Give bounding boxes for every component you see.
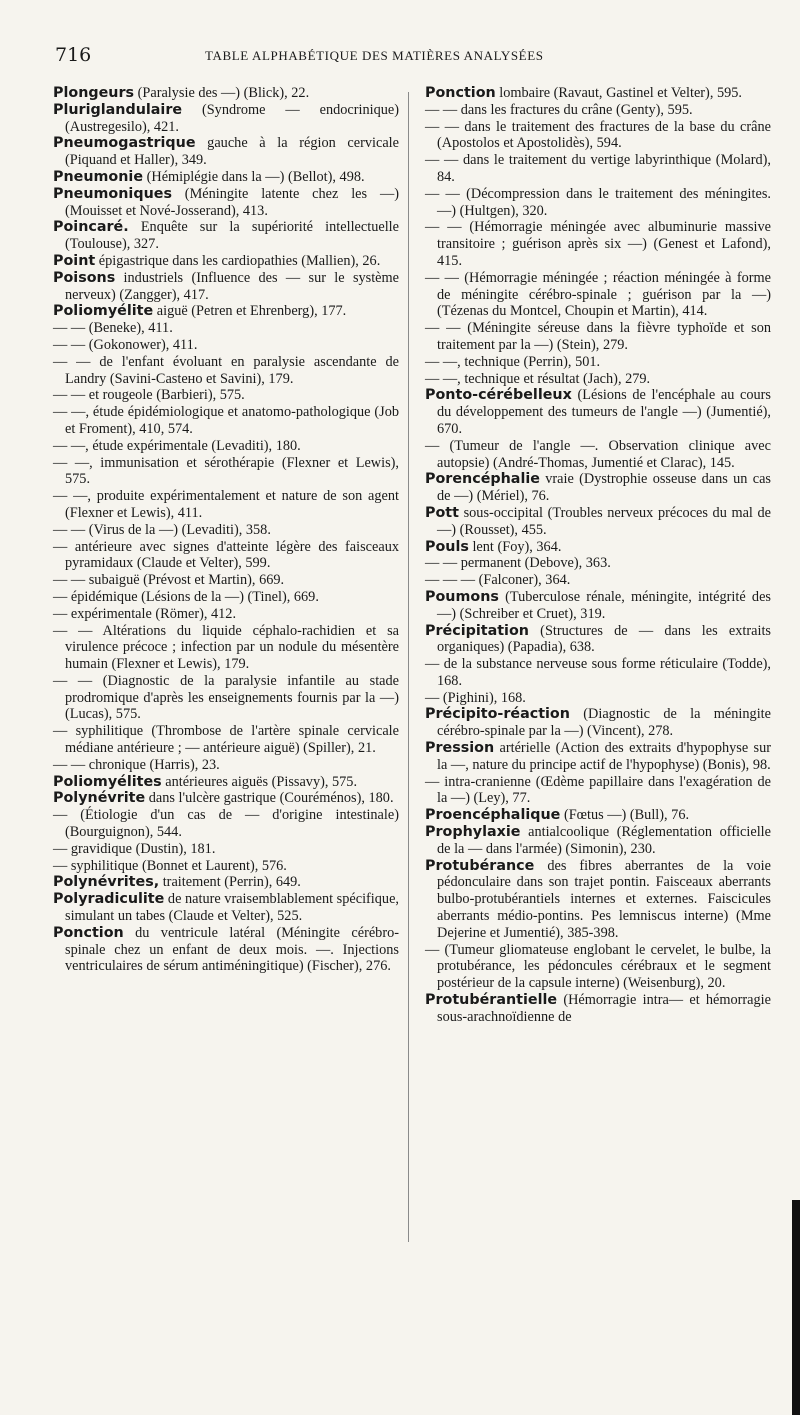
index-entry <box>425 371 771 388</box>
index-entry <box>425 942 771 992</box>
index-entry-text: industriels (Influence des — sur le système nerveux) (Zangger), 417. <box>65 269 399 303</box>
index-headword: Plongeurs <box>53 85 135 101</box>
index-headword: Pneumogastrique <box>53 135 196 152</box>
index-entry-text: dans l'ulcère gastrique (Couréménos), 180. <box>145 790 394 807</box>
index-entry <box>53 774 399 791</box>
index-entry <box>53 572 399 589</box>
index-entry <box>53 219 399 253</box>
index-entry-text: vraie (Dystrophie osseuse dans un cas de —) (Mériel), 76. <box>437 471 771 505</box>
index-headword: Précipitation <box>425 622 529 639</box>
index-headword: Poisons <box>53 269 116 286</box>
index-headword: Poliomyélite <box>53 303 154 320</box>
index-headword: Protubérantielle <box>425 992 558 1009</box>
index-entry-text: des fibres aberrantes de la voie pédonculaire dans son trajet pontin. Faisceaux aberrants bulbo-protubérantiels internes et externes. Faiscicules aberrants médio-pontins. Pes lemniscus interne) (Mme Dejerine et Jumentié), 385-398. <box>437 857 771 941</box>
index-entry <box>53 387 399 404</box>
index-entry <box>53 354 399 388</box>
index-entry <box>53 270 399 304</box>
index-entry-text: — — Altérations du liquide céphalo-rachidien et sa virulence précoce ; infection par un nodule du mésentère humain (Flexner et Lewis), 179. <box>53 622 399 673</box>
index-entry <box>53 337 399 354</box>
index-entry-text: — — (Méningite séreuse dans la fièvre typhoïde et son traitement par la —) (Stein), 279. <box>425 320 771 353</box>
index-entry-text: — expérimentale (Römer), 412. <box>53 605 237 622</box>
index-entry <box>53 404 399 438</box>
index-entry-text: — —, produite expérimentalement et nature de son agent (Flexner et Lewis), 411. <box>53 488 399 521</box>
index-entry-text: — — subaiguë (Prévost et Martin), 669. <box>53 572 285 589</box>
page-number: 716 <box>55 44 92 66</box>
index-headword: Poincaré. <box>53 219 129 236</box>
index-entry-text: — — dans le traitement des fractures de la base du crâne (Apostolos et Apostolidès), 594. <box>425 118 771 152</box>
index-entry <box>425 102 771 119</box>
index-entry <box>53 303 399 320</box>
index-headword: Ponction <box>53 924 124 941</box>
index-headword: Précipito-réaction <box>425 706 570 723</box>
index-entry-text: — antérieure avec signes d'atteinte légère des faisceaux pyramidaux (Claude et Velter), 599. <box>53 538 399 572</box>
index-entry-text: du ventricule latéral (Méningite cérébro-spinale chez un enfant de deux mois. —. Injections ventriculaires de sérum antiméningitique) (Fischer), 276. <box>65 924 399 975</box>
index-entry-text: — — (Hémorragie méningée ; réaction méningée à forme de méningite cérébro-spinale ; guérison par la —) (Tézenas du Montcel, Choupin et Martin), 414. <box>425 269 771 320</box>
index-entry-text: — (Étiologie d'un cas de — d'origine intestinale) (Bourguignon), 544. <box>53 807 399 841</box>
index-entry <box>425 320 771 354</box>
index-entry-text: — syphilitique (Thrombose de l'artère spinale cervicale médiane antérieure ; — antérieure aiguë) (Spiller), 21. <box>53 723 399 757</box>
index-entry-text: — — chronique (Harris), 23. <box>53 756 220 773</box>
index-entry <box>53 522 399 539</box>
index-entry-text: Enquête sur la supériorité intellectuelle (Toulouse), 327. <box>65 219 399 253</box>
index-entry <box>425 740 771 774</box>
index-headword: Pneumoniques <box>53 185 172 202</box>
index-entry-text: — — (Virus de la —) (Levaditi), 358. <box>53 521 271 538</box>
right-column <box>425 85 771 1026</box>
index-entry-text: antialcoolique (Réglementation officielle de la — dans l'armée) (Simonin), 230. <box>437 824 771 857</box>
index-headword: Pression <box>425 740 495 757</box>
index-entry-text: — — dans le traitement du vertige labyrinthique (Molard), 84. <box>425 152 771 185</box>
index-entry-text: — — (Hémorragie méningée avec albuminurie massive transitoire ; guérison après six —) (Genest et Lafond), 415. <box>425 219 771 269</box>
index-headword: Protubérance <box>425 857 535 874</box>
index-entry <box>53 757 399 774</box>
index-entry-text: (Lésions de l'encéphale au cours du développement des tumeurs de l'angle —) (Jumentié), 670. <box>437 387 771 437</box>
index-entry-text: — (Pighini), 168. <box>425 689 526 706</box>
index-entry <box>425 807 771 824</box>
index-entry <box>425 219 771 269</box>
index-entry <box>425 471 771 505</box>
index-entry <box>53 169 399 186</box>
index-entry <box>53 186 399 220</box>
index-headword: Point <box>53 252 96 269</box>
index-entry <box>425 706 771 740</box>
index-entry-text: sous-occipital (Troubles nerveux précoces du mal de —) (Rousset), 455. <box>437 504 771 538</box>
index-entry-text: — — (Beneke), 411. <box>53 320 173 337</box>
index-entry <box>425 152 771 186</box>
index-entry-text: épigastrique dans les cardiopathies (Mallien), 26. <box>95 252 381 269</box>
index-entry <box>53 539 399 573</box>
index-entry-text: — gravidique (Dustin), 181. <box>53 840 216 857</box>
index-entry-text: — —, immunisation et sérothérapie (Flexner et Lewis), 575. <box>53 454 399 488</box>
index-entry-text: (Hémorragie intra— et hémorragie sous-arachnoïdienne de <box>437 992 771 1025</box>
index-headword: Proencéphalique <box>425 807 561 824</box>
index-headword: Polyradiculite <box>53 891 165 908</box>
left-column <box>53 85 399 975</box>
index-entry-text: (Paralysie des —) (Blick), 22. <box>134 85 310 101</box>
running-head: TABLE ALPHABÉTIQUE DES MATIÈRES ANALYSÉES <box>205 48 544 63</box>
index-entry-text: — — dans les fractures du crâne (Genty), 595. <box>425 101 693 118</box>
index-entry-text: (Méningite latente chez les —) (Mouisset et Nové-Josserand), 413. <box>65 185 399 219</box>
index-headword: Ponction <box>425 85 496 101</box>
index-entry <box>53 623 399 673</box>
index-entry-text: (Tuberculose rénale, méningite, intégrité des —) (Schreiber et Cruet), 319. <box>437 588 771 622</box>
index-entry <box>425 858 771 942</box>
index-entry-text: lombaire (Ravaut, Gastinel et Velter), 595. <box>495 85 742 101</box>
index-entry <box>53 488 399 522</box>
index-entry-text: artérielle (Action des extraits d'hypophyse sur la —, nature du principe actif de l'hypophyse) (Bonis), 98. <box>437 740 771 773</box>
index-entry <box>425 572 771 589</box>
page-header <box>55 44 775 70</box>
index-entry-text: gauche à la région cervicale (Piquand et Haller), 349. <box>65 135 399 169</box>
index-entry-text: — — permanent (Debove), 363. <box>425 555 611 572</box>
index-entry <box>53 874 399 891</box>
index-entry <box>425 992 771 1026</box>
index-entry <box>53 723 399 757</box>
index-entry <box>53 253 399 270</box>
index-entry-text: — —, technique (Perrin), 501. <box>425 353 601 370</box>
index-entry-text: (Fœtus —) (Bull), 76. <box>560 807 690 824</box>
index-entry <box>53 438 399 455</box>
index-entry-text: — —, étude épidémiologique et anatomo-pathologique (Job et Froment), 410, 574. <box>53 404 399 437</box>
index-headword: Ponto-cérébelleux <box>425 387 572 404</box>
index-entry <box>53 102 399 136</box>
page-edge-mark <box>792 1200 800 1415</box>
index-entry-text: — — de l'enfant évoluant en paralysie ascendante de Landry (Savini-Castено et Savini), 179. <box>53 353 399 387</box>
index-entry <box>53 320 399 337</box>
index-entry-text: (Hémiplégie dans la —) (Bellot), 498. <box>143 168 365 185</box>
index-entry-text: — de la substance nerveuse sous forme réticulaire (Todde), 168. <box>425 656 771 689</box>
index-headword: Poumons <box>425 588 499 605</box>
index-entry-text: (Diagnostic de la méningite cérébro-spinale par la —) (Vincent), 278. <box>437 706 771 740</box>
index-headword: Pouls <box>425 538 469 555</box>
index-entry <box>425 119 771 153</box>
index-entry-text: lent (Foy), 364. <box>468 538 562 555</box>
index-entry-text: de nature vraisemblablement spécifique, simulant un tabes (Claude et Velter), 525. <box>65 891 399 925</box>
index-entry-text: (Syndrome — endocrinique) (Austregesilo), 421. <box>65 101 399 135</box>
index-entry <box>425 387 771 437</box>
index-entry-text: aiguë (Petren et Ehrenberg), 177. <box>153 303 347 320</box>
index-entry <box>53 841 399 858</box>
index-entry-text: — syphilitique (Bonnet et Laurent), 576. <box>53 857 287 874</box>
index-entry <box>53 807 399 841</box>
index-entry <box>53 135 399 169</box>
index-entry-text: — — et rougeole (Barbieri), 575. <box>53 387 245 404</box>
index-headword: Pneumonie <box>53 168 144 185</box>
index-entry <box>53 925 399 975</box>
index-entry <box>53 673 399 723</box>
index-entry-text: — (Tumeur de l'angle —. Observation clinique avec autopsie) (André-Thomas, Jumentié et Clarac), 145. <box>425 437 771 471</box>
index-entry-text: — intra-cranienne (Œdème papillaire dans l'exagération de la —) (Ley), 77. <box>425 773 771 807</box>
index-entry <box>425 589 771 623</box>
index-entry <box>425 354 771 371</box>
index-headword: Poliomyélites <box>53 773 162 790</box>
index-headword: Porencéphalie <box>425 471 540 488</box>
index-entry <box>53 858 399 875</box>
index-entry <box>53 790 399 807</box>
index-entry-text: antérieures aiguës (Pissavy), 575. <box>161 773 358 790</box>
index-entry-text: traitement (Perrin), 649. <box>159 874 301 891</box>
index-entry-text: — — (Décompression dans le traitement des méningites. —) (Hultgen), 320. <box>425 185 771 219</box>
index-entry <box>425 438 771 472</box>
index-entry-text: — (Tumeur gliomateuse englobant le cervelet, le bulbe, la protubérance, les pédoncules cérébraux et le segment postérieur de la capsule interne) (Weisenburg), 20. <box>425 941 771 992</box>
index-headword: Polynévrites, <box>53 874 160 891</box>
index-entry-text: — épidémique (Lésions de la —) (Tinel), 669. <box>53 588 319 605</box>
index-entry <box>53 455 399 489</box>
index-entry-text: — —, étude expérimentale (Levaditi), 180. <box>53 437 301 454</box>
index-entry <box>425 186 771 220</box>
index-entry <box>425 824 771 858</box>
index-entry-text: — — (Gokonower), 411. <box>53 336 198 353</box>
index-entry <box>425 656 771 690</box>
index-headword: Pott <box>425 504 459 521</box>
index-entry <box>425 270 771 320</box>
index-headword: Pluriglandulaire <box>53 101 183 118</box>
index-entry <box>425 539 771 556</box>
index-headword: Polynévrite <box>53 790 146 807</box>
index-entry-text: — — (Diagnostic de la paralysie infantile au stade prodromique d'après les enseignements fournis par la —) (Lucas), 575. <box>53 672 399 723</box>
index-entry-text: — — — (Falconer), 364. <box>425 572 571 589</box>
index-entry <box>425 774 771 808</box>
index-entry <box>425 505 771 539</box>
index-entry-text: (Structures de — dans les extraits organiques) (Papadia), 638. <box>437 622 771 656</box>
index-entry <box>425 85 771 102</box>
index-entry <box>425 623 771 657</box>
index-entry <box>53 589 399 606</box>
index-entry <box>53 85 399 102</box>
index-headword: Prophylaxie <box>425 824 521 841</box>
index-entry <box>53 891 399 925</box>
column-divider <box>408 92 409 1242</box>
index-entry-text: — —, technique et résultat (Jach), 279. <box>425 370 651 387</box>
index-entry <box>425 690 771 707</box>
index-entry <box>53 606 399 623</box>
index-entry <box>425 555 771 572</box>
